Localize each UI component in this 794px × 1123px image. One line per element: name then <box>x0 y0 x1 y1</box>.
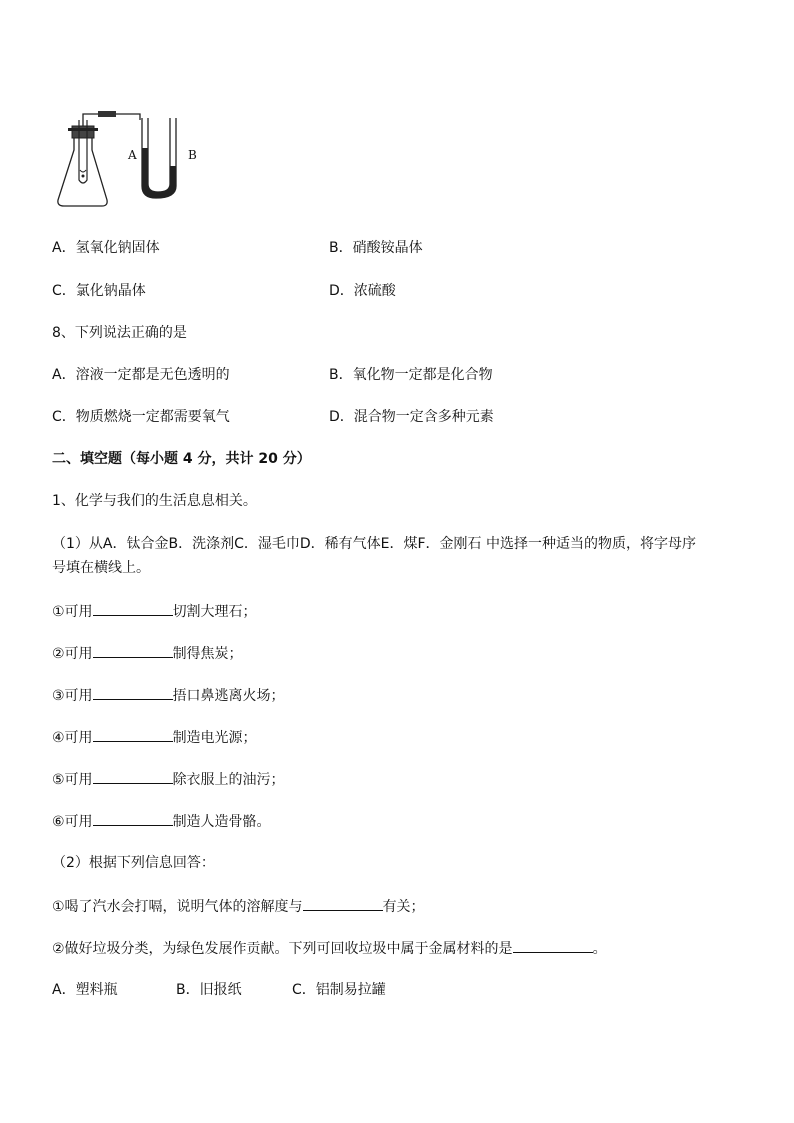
answer-blank[interactable] <box>513 938 593 953</box>
fill-prefix: ①可用 <box>52 604 93 620</box>
fill-item <box>52 811 271 832</box>
q7-option-d: D．浓硫酸 <box>329 283 396 299</box>
part2-option-a: A．塑料瓶 <box>52 982 118 998</box>
fill-prefix: ②做好垃圾分类，为绿色发展作贡献。下列可回收垃圾中属于金属材料的是 <box>52 941 513 957</box>
q7-option-c: C．氯化钠晶体 <box>52 283 146 299</box>
label-a: A <box>128 148 137 162</box>
fill-suffix: 。 <box>592 941 607 957</box>
part2-option-c: C．铝制易拉罐 <box>292 982 386 998</box>
answer-blank[interactable] <box>93 727 173 742</box>
q8-stem: 8、下列说法正确的是 <box>52 325 187 341</box>
q1-part1-line2: 号填在横线上。 <box>52 560 150 576</box>
q8-option-b: B．氧化物一定都是化合物 <box>329 367 493 383</box>
q8-option-c: C．物质燃烧一定都需要氧气 <box>52 409 230 425</box>
q8-option-a: A．溶液一定都是无色透明的 <box>52 367 230 383</box>
q8-option-d: D．混合物一定含多种元素 <box>329 409 494 425</box>
fill-prefix: ③可用 <box>52 688 93 704</box>
q1-stem: 1、化学与我们的生活息息相关。 <box>52 493 257 509</box>
q1-part2-title: （2）根据下列信息回答： <box>52 855 215 871</box>
part2-option-b: B．旧报纸 <box>176 982 242 998</box>
fill-suffix: 制造人造骨骼。 <box>172 814 271 830</box>
answer-blank[interactable] <box>93 811 173 826</box>
fill-item <box>52 685 285 706</box>
fill-prefix: ①喝了汽水会打嗝，说明气体的溶解度与 <box>52 899 303 915</box>
answer-blank[interactable] <box>93 601 173 616</box>
apparatus-figure <box>52 100 212 212</box>
fill-suffix: 制造电光源； <box>172 730 257 746</box>
fill-suffix: 切割大理石； <box>172 604 257 620</box>
fill-item <box>52 601 257 622</box>
answer-blank[interactable] <box>93 685 173 700</box>
answer-blank[interactable] <box>303 896 383 911</box>
label-b: B <box>188 148 197 162</box>
fill-prefix: ②可用 <box>52 646 93 662</box>
q7-option-b: B．硝酸铵晶体 <box>329 240 423 256</box>
fill-item <box>52 643 243 664</box>
answer-blank[interactable] <box>93 769 173 784</box>
fill-item <box>52 896 425 917</box>
fill-item <box>52 938 607 959</box>
fill-suffix: 捂口鼻逃离火场； <box>172 688 285 704</box>
fill-suffix: 有关； <box>382 899 425 915</box>
fill-suffix: 除衣服上的油污； <box>172 772 285 788</box>
answer-blank[interactable] <box>93 643 173 658</box>
fill-prefix: ⑥可用 <box>52 814 93 830</box>
section-title: 二、填空题（每小题 4 分，共计 20 分） <box>52 451 311 467</box>
fill-item <box>52 727 257 748</box>
fill-item <box>52 769 285 790</box>
q1-part1-line1: （1）从A．钛合金B．洗涤剂C．湿毛巾D．稀有气体E．煤F．金刚石 中选择一种适当的物质，将字母序 <box>52 536 696 552</box>
fill-suffix: 制得焦炭； <box>172 646 243 662</box>
fill-prefix: ⑤可用 <box>52 772 93 788</box>
q7-option-a: A．氢氧化钠固体 <box>52 240 160 256</box>
fill-prefix: ④可用 <box>52 730 93 746</box>
